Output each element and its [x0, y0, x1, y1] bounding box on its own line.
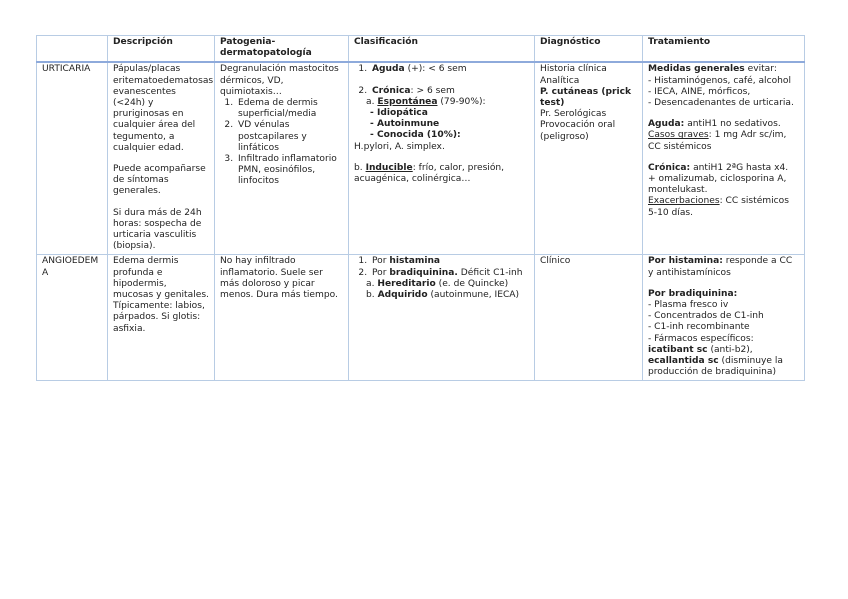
tratamiento-histamina: Por histamina: responde a CC y antihistamínicos — [648, 256, 793, 278]
tratamiento-bradiquinina: Por bradiquinina: — [648, 288, 738, 299]
urticaria-diagnostico: Historia clínica Analítica P. cutáneas (prick test) Pr. Serológicas Provocación oral (peligroso) — [535, 62, 643, 255]
tratamiento-aguda: Aguda: antiH1 no sedativos. — [648, 119, 781, 130]
table-row-angioedema — [37, 255, 805, 381]
adquirido-line: b. Adquirido (autoinmune, IECA) — [366, 290, 520, 301]
tratamiento-graves: Casos graves: 1 mg Adr sc/im, CC sistémicos — [648, 130, 787, 152]
angioedema-patogenia: No hay infiltrado inflamatorio. Suele ser más doloroso y picar menos. Dura más tiempo. — [215, 255, 349, 381]
header-descripcion: Descripción — [108, 36, 215, 63]
list-item: 2. VD vénulas postcapilares y linfáticos — [236, 120, 343, 154]
row-label-urticaria: URTICARIA — [37, 62, 108, 255]
autoinmune-line: - Autoinmune — [370, 119, 440, 130]
row-label-angioedema: ANGIOEDEMA — [37, 255, 108, 381]
conocida-examples: H.pylori, A. simplex. — [354, 141, 445, 152]
urticaria-desc-p2: Puede acompañarse de síntomas generales. — [113, 164, 206, 197]
table-row-urticaria — [37, 62, 805, 255]
icatibant-line: icatibant sc (anti-b2), — [648, 344, 753, 355]
comparison-table — [36, 35, 805, 381]
hereditario-line: a. Hereditario (e. de Quincke) — [366, 278, 509, 289]
tratamiento-exacerbaciones: Exacerbaciones: CC sistémicos 5-10 días. — [648, 196, 789, 218]
list-item-cronica: 2. Crónica: > 6 sem — [370, 86, 529, 97]
conocida-line: - Conocida (10%): — [370, 130, 461, 141]
angioedema-descripcion: Edema dermis profunda e hipodermis, mucosas y genitales. Típicamente: labios, párpados. Si glotis: asfixia. — [108, 255, 215, 381]
urticaria-clasificacion — [349, 62, 535, 255]
header-empty — [37, 36, 108, 63]
urticaria-patogenia — [215, 62, 349, 255]
header-patogenia: Patogenia-dermatopatología — [215, 36, 349, 63]
urticaria-pat-list — [220, 98, 343, 188]
list-item: 3. Infiltrado inflamatorio PMN, eosinófilos, linfocitos — [236, 154, 343, 188]
medidas-generales: Medidas generales evitar: — [648, 64, 777, 75]
espontanea-line: a. Espontánea (79-90%): — [366, 96, 486, 107]
angioedema-clas-list — [354, 256, 529, 278]
header-row — [37, 36, 805, 63]
urticaria-pat-intro: Degranulación mastocitos dérmicos, VD, quimiotaxis… — [220, 64, 339, 97]
tratamiento-cronica: Crónica: antiH1 2ªG hasta x4. — [648, 162, 789, 173]
list-item-aguda: 1. Aguda (+): < 6 sem — [370, 64, 529, 85]
list-item-histamina: 1. Por histamina — [370, 256, 529, 267]
header-clasificacion: Clasificación — [349, 36, 535, 63]
urticaria-descripcion — [108, 62, 215, 255]
urticaria-tratamiento: Medidas generales evitar: - Histaminógenos, café, alcohol - IECA, AINE, mórficos, - Desencadenantes de urticaria. Aguda: antiH1 no sedativos. Casos graves: 1 mg Adr sc/im, CC sistémicos Crónica: antiH1 2ªG hasta x4. + omalizumab, ciclosporina A, montelukast. Exacerbaciones: CC sistémicos 5-10 días. — [643, 62, 805, 255]
urticaria-clas-list — [354, 64, 529, 96]
angioedema-clasificacion — [349, 255, 535, 381]
urticaria-desc-p3: Si dura más de 24h horas: sospecha de urticaria vasculitis (biopsia). — [113, 207, 202, 252]
idiopatica-line: - Idiopática — [370, 108, 428, 119]
angioedema-tratamiento: Por histamina: responde a CC y antihistamínicos Por bradiquinina: - Plasma fresco iv - Concentrados de C1-inh - C1-inh recombinante - Fármacos específicos: icatibant sc (anti-b2), ecallantida sc (disminuye la producción de bradiquinina) — [643, 255, 805, 381]
list-item: 1. Edema de dermis superficial/media — [236, 98, 343, 120]
urticaria-desc-p1: Pápulas/placas eritematoedematosas evanescentes (<24h) y pruriginosas en cualquier área del tegumento, a cualquier edad. — [113, 64, 214, 153]
header-tratamiento: Tratamiento — [643, 36, 805, 63]
inducible-line: b. Inducible: frío, calor, presión, acuagénica, colinérgica… — [354, 162, 505, 185]
angioedema-diagnostico: Clínico — [535, 255, 643, 381]
list-item-bradiquinina: 2. Por bradiquinina. Déficit C1-inh — [370, 268, 529, 279]
ecallantida-line: ecallantida sc (disminuye la producción de bradiquinina) — [648, 356, 783, 378]
header-diagnostico: Diagnóstico — [535, 36, 643, 63]
